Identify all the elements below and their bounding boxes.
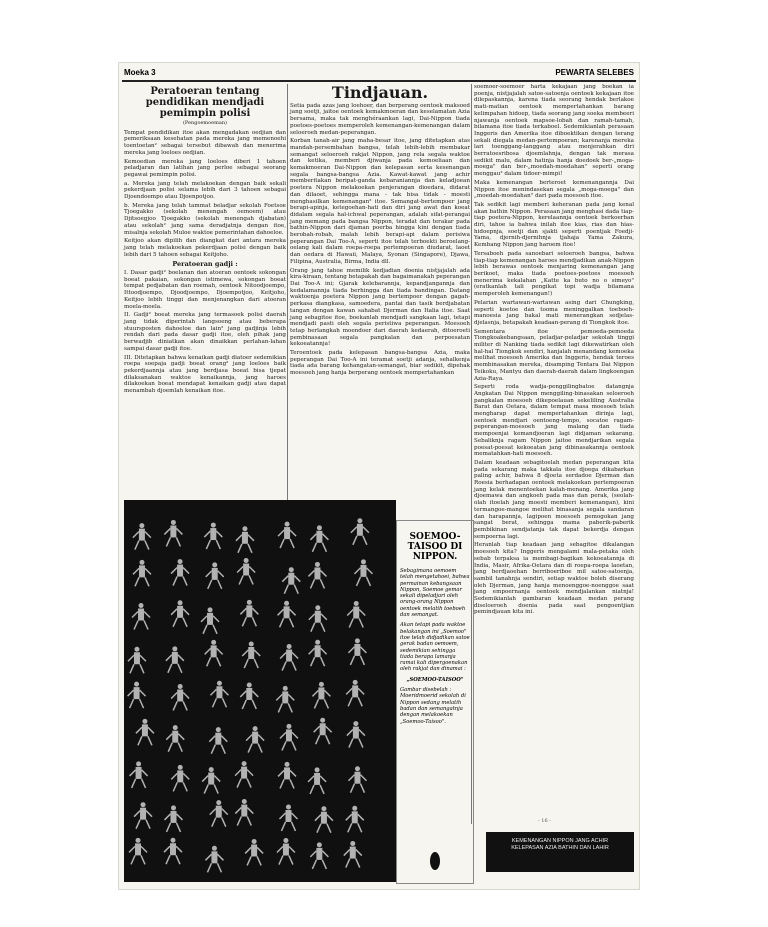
photo-figure <box>208 773 214 785</box>
photo-figure <box>316 531 322 543</box>
photo-figures <box>124 500 396 882</box>
section-heading: Peratoeran gadji : <box>172 260 238 269</box>
photo-figure <box>244 558 249 563</box>
photo-figure <box>283 844 289 856</box>
photo-figure <box>282 691 288 703</box>
paragraph: Setia pada azas jang loehoer, dan berperang oentoek maksoed jang soetji, jaitoe oentoek kemakmoeran dan keselamatan Azia bersama, maka tak menghéraankan lagi, Dai-Nippon tiada poetoes-poetoes memperoleh kemenangan-kemenangan dalam seloeroeh medan-peperangan. <box>290 102 470 136</box>
article-continuation <box>474 84 634 618</box>
photo-figure <box>211 523 216 528</box>
photo-figure <box>353 607 359 619</box>
page-number: Moeka 3 <box>124 68 156 77</box>
photo-figure <box>352 811 358 823</box>
paragraph: Seperti roda wadja-penggilingbatoe datangnja Angkatan Dai Nippon menggiling-binasakan seloeroeh pangkalan moesoeh dikepoelauan sekeliling Australia Barat dan Oetara, dalam tempat masa moesoeh telah mengharap dapat mempertahankan dirinja lagi, oentoek mendjari oentoeng-tempo, socatoe ragam-peperangan-moesoeh jang malang dan tiada mempoenjai kemandjoeran lagi didjaman sekarang. Sebaliknja ragam Nippon jaitoe mendjarikan segala poesat-poesat kekoeatan jang dibinasakannja oentoek mematahkan-hati moesoeh. <box>474 384 634 458</box>
photo-figure <box>177 565 183 577</box>
photo-figure <box>247 600 252 605</box>
photo-figure <box>316 848 322 860</box>
photo-figure <box>315 562 320 567</box>
photo-figure <box>352 806 357 811</box>
photo-figure <box>242 526 247 531</box>
photo-figure <box>241 805 247 817</box>
column-divider <box>287 84 288 514</box>
slogan-line: KELEPASAN AZIA BATHIN DAN LAHIR <box>511 845 609 851</box>
photo-caption-box <box>400 532 470 729</box>
photo-figure <box>284 606 290 618</box>
newspaper-name: PEWARTA SELEBES <box>555 68 634 77</box>
photo-figure <box>284 767 290 779</box>
photo-figure <box>289 567 294 572</box>
photo-figure <box>141 802 146 807</box>
photo-figure <box>211 851 217 863</box>
photo-figure <box>212 568 218 580</box>
photo-figure <box>354 601 359 606</box>
photo-figure <box>360 565 366 577</box>
photo-figure <box>139 560 144 565</box>
photo-figure <box>286 729 292 741</box>
paragraph: soemoer-soemoer harta kekajaan jang boekan ia poenja, nistjajalah satoe-satoenja oentoek kekajaan itoe dilepaskannja, karena tiada seorang hendak berlakoe mati-matian oentoek mempertahankan barang kelimpahan hidoep, tiada seorang jang soeka membeeri njawanja oentoek mapsoe-lobah dan ramah-tamah, bilamana itoe tiada terkaboel. Sedemikianlah perasaan Inggeris dan Amerika itoe diboektikan dengan terang sekali diegala medan-pertempoeran; karenanja mereka lari toenggang-langgang atau menjerahkan diri berratoesribosa djoemlahnja, dengan tak merasa sedikit malu, dalam hatinja hanja doedoek ber-„moga-moega" dan ber-„moedah-moedahan" seperti orang menggau² dalam tidoer-mimpi! <box>474 84 634 178</box>
photo-figure <box>216 686 222 698</box>
photo-figure <box>134 682 139 687</box>
photo-figure <box>350 847 356 859</box>
photo-figure <box>352 685 358 697</box>
photo-figure <box>177 689 183 701</box>
article-subtitle: (Pengoemoeman) <box>182 120 228 126</box>
photo-figure <box>285 762 290 767</box>
paragraph: Tersaboeh pada sanoebari seloeroeh bangsa, bahwa tiap-tiap kemenangan haroes mendjadikan anak-Nippon lebih berawas oentoek menjaring kemenangan jang berikoet, maka tiada poetoes-poetoes moesoeh menerima kekalahan „Katte ka buto no o simeyo" (eratkanlah tali pengikat topi wadja bilamana memperoleh kemenangan!) <box>474 250 634 298</box>
photo-figure <box>216 806 222 818</box>
photo-figure <box>208 607 213 612</box>
article-tindjauan <box>290 84 470 379</box>
paragraph: Teroentoek pada kelepasan bangsa-bangsa Azia, maka peperangan Dai Too-A ini teramat soetji adanja, sehalkenja tiada ada barang kehangatan-semangat, biar sedikit, dipehak moesoeh jang hanja berperang oentoek mempertahankan <box>290 350 470 377</box>
photo-figure <box>134 687 140 699</box>
list-item: b. Mereka jang telah tammat beladjar sekolah Foetsoe Tjoegakko (sekolah menengah oemoem) atau Djitsoegjoo Tjoegakko (sekolah menengah djabatan) atau sekolah² jang sama deradjatnja dengan itoe, misalnja sekolah Muloe waktoe pemerintahan dahoeloe. <box>124 202 286 236</box>
photo-figure <box>320 723 326 735</box>
photo-figure <box>139 565 145 577</box>
list-item: a. Mereka jang telah melakoekan dengan baik sekali pekerdjaan polisi selama lebih dari 3 tahoen sebagai Djoendoempo atau Djoenpotjoo. <box>124 180 286 201</box>
photo-figure <box>249 642 254 647</box>
caption-paragraph: Gambar disebelah : Moeridmoerid sekolah di Nippon sedang melatih badan dan semangatnja dengan melakoekan „Soemoo-Taisoo". <box>400 687 466 725</box>
photo-figure <box>170 843 176 855</box>
photo-figure <box>355 638 360 643</box>
list-item: II. Gadji² boeat mereka jang termasoek polisi daerah jang tidak diperintah langsoeng atau beberapa stuursposten dahoeloe dan lain² jang gadjinja lebih rendah dari pada dasar gadji itoe, oleh pihak jang berwadjib diniatkan akan dinaikkan perlahan-lahan sampai dasar gadji itoe. <box>124 312 286 352</box>
photo-figure <box>357 524 363 536</box>
photo-figure <box>284 527 290 539</box>
photo-figure <box>242 799 247 804</box>
photo-figure <box>177 770 183 782</box>
photo-figure <box>319 682 324 687</box>
paragraph: Dalam keadaan sebagitoelah medan peperangan kita pada sekarang maka takkala itoe djoega dikabarkan paling achir, bahwa 8 djoeta serdadoe Djerman dan Roesia berhadapan oentoek melakoekan pertempoeran jang kelak menentoekan kalah-menang. Amerika jang djoemawa dan angkoeh pada mas dan perak, (seolah-olah itoelah jang moesti memberi kemenangan), kini termangoe-mangoe melihat binasanja segala sandaran dan harapannja, lagipoen moesoeh pemogokan jang sangat berat, sehingga mama paberik-paberik pembikinan sendjatanja tak dapat bekerdja dengan sempoerna lagi. <box>474 459 634 540</box>
photo-figure <box>243 564 249 576</box>
photo-figure <box>315 767 320 772</box>
photo-figure <box>353 727 359 739</box>
photo-figure <box>209 767 214 772</box>
sumo-exercise-photo <box>124 500 396 882</box>
photo-figure <box>178 684 183 689</box>
photo-figure <box>246 688 252 700</box>
photo-figure <box>248 647 254 659</box>
article-title: Tindjauan. <box>331 83 429 102</box>
photo-figure <box>287 644 292 649</box>
photo-figure <box>212 846 217 851</box>
photo-figure <box>134 647 139 652</box>
photo-figure <box>134 652 140 664</box>
photo-figure <box>136 761 141 766</box>
photo-figure <box>135 843 141 855</box>
caption-paragraph: Sebagimana oemoem telah mengetahoei, bahwa permainan kebangsaan Nippon, Soemoe gemar sekali dipeladjari oleh orang-orang Nippon oentoek melatih toeboeh dan semangat. <box>400 568 470 619</box>
paragraph: Tak sedikit lagi memberi keheranan pada jang kenal akan bathin Nippon. Perasaan jang menghasi dada tiap-tiap poetera-Nippon, kerelaannja oentoek berkoerban diri, tahoe ia bahwa inilah itoe kias, rias dan hias-hidoepnja, soetji dan sjakti seperti poentjak Foedji-Yama, djernih-djernihnja tjahaja Yama Zakura, Kembang Nippon jang haroem itoe! <box>474 201 634 249</box>
photo-figure <box>354 644 360 656</box>
photo-figure <box>318 687 324 699</box>
photo-figure <box>353 680 358 685</box>
photo-figure <box>286 724 291 729</box>
photo-figure <box>172 646 177 651</box>
photo-figure <box>170 525 176 537</box>
photo-figure <box>139 529 145 541</box>
photo-figure <box>173 725 178 730</box>
photo-figure <box>253 726 258 731</box>
photo-figure <box>284 601 289 606</box>
photo-figure <box>139 603 144 608</box>
photo-figure <box>286 804 291 809</box>
photo-figure <box>170 838 175 843</box>
paragraph: Keitjoo akan dipilih dan diangkat dari antara mereka jang telah melakoekan pekerdjaan polisi dengan baik lebih dari 5 tahoen sebagai Keitjoho. <box>124 238 286 258</box>
photo-figure <box>353 721 358 726</box>
photo-figure <box>142 724 148 736</box>
photo-figure <box>246 605 252 617</box>
newspaper-page <box>118 62 640 890</box>
paragraph: Korban tanah-air jang maha-besar itoe, jang ditetapkan atas mandah-persembahan bangsa, telah lebih-lebih membakar semangat seloeroeh rakjat Nippon, jang rela segala waktoe dan ketika, memberi djiwanja pada kemoeliaan dan kemakmoeran Dai-Nippon dan kelepasan serta kesenangan segala bangsa-bangsa Azia. Kawat-kawat jang achir memberitakan beripat-ganda kebaraniannja dan keladjoean poetera Nippon melakoekan penjerangan dioedara, didarat dan dilaoet, sehingga mana - tak bisa tidak - moesti menghasilkan kemenangan² itoe. Semangat-bertempoer jang berapi-apinja, ketegoehan-hati dan diri jang awat dan koeat didalam segala hal-ichwal peperangan, adalah sifat-perangai jang memang pada bangsa Nippon, teradat dan terakar pada bathin-Nippon dari djaman poerba hingga kini dengan tiada berobah-robah, malah lebih berapi-api dalam perisiwa peperangan Dai Too-A, seperti itoe telah terboekti beroelang-oelang kali dalam roepa-roepa pertempoeran diudarat, laoet dan oedara di Hawaii, Malaya, Syonan (Singapore), Djawa, Filipina, Australia, Birma, India dll. <box>290 138 470 265</box>
photo-figure <box>212 562 217 567</box>
photo-figure <box>317 842 322 847</box>
photo-figure <box>252 839 257 844</box>
header-rule <box>122 80 636 82</box>
photo-figure <box>247 682 252 687</box>
photo-figure <box>320 718 325 723</box>
photo-figure <box>178 765 183 770</box>
photo-figure <box>355 766 360 771</box>
photo-figure <box>357 518 362 523</box>
photo-figure <box>217 681 222 686</box>
photo-figure <box>252 732 258 744</box>
photo-figure <box>211 645 217 657</box>
caption-paragraph: Akan tetapi pada waktoe belakangan ini „Soemoo" itoe telah didjadikan satoe gerak badan oemoem, sedemikian sehingga tiada berapa lamanja ramai kali dipergoenakan oleh rakjat dan dinamai : <box>400 622 470 673</box>
photo-figure <box>283 686 288 691</box>
photo-figure <box>241 767 247 779</box>
photo-figure <box>172 731 178 743</box>
photo-figure <box>139 523 144 528</box>
photo-figure <box>242 761 247 766</box>
photo-figure <box>315 605 320 610</box>
photo-figure <box>178 600 183 605</box>
photo-figure <box>171 520 176 525</box>
paragraph: Kemoedian mereka jang loeloes diberi 1 tahoen peladjaran dan latihan jang perloe sebagai seorang pegawai pemimpin polisi. <box>124 158 286 178</box>
photo-figure <box>321 812 327 824</box>
photo-figure <box>177 606 183 618</box>
photo-figure <box>142 719 147 724</box>
caption-title: SOEMOO-TAISOO DI NIPPON. <box>407 532 463 562</box>
photo-figure <box>140 808 146 820</box>
list-item: I. Dasar gadji² boelanan dan atoeran oentoek sokongan boeat pakaian, sokongan istimewa, sokongan boeat tempat pedjabatan dan roemah, oentoek Nitoodjoempo, Ittoodjoempo, Djoodjoempo, Djoempotjoo, Keitjoho, Keitjoo lebih tinggi dan menjenangkan dari atoeran moela-moela. <box>124 270 286 310</box>
page-footer-mark: - 16 - <box>538 818 551 824</box>
photo-figure <box>216 800 221 805</box>
ornament-dot <box>430 852 440 870</box>
photo-figure <box>315 640 320 645</box>
paragraph: Sementara itoe pemoeda-pemoeda Tiongkoakebangsaan, peladjar-peladjar sekolah tinggi militer di Nanking tiada sedikit lagi dikewatirkan oleh hal-hal Tiongkok sendiri, hanjalah menandang kemoeka melihat moesoeh Amerika dan Inggeris, hendak teroes membinasakan mereka, disamping Tentara Dai Nippon Teikoku, Mantyu dan daerah-daerah dalam lingkoengan Azia-Raya. <box>474 328 634 382</box>
photo-figure <box>317 525 322 530</box>
photo-figure <box>286 650 292 662</box>
photo-figure <box>211 640 216 645</box>
photo-figure <box>138 609 144 621</box>
photo-figure <box>215 733 221 745</box>
paragraph: Maka kemenangan berteroet kemenangannja Dai Nippon itoe menindasekan segala „moga-moega" dan „moedah-moedahan" dari pada moesoeh itoe. <box>474 179 634 200</box>
article-pendidikan <box>124 84 286 397</box>
photo-figure <box>285 810 291 822</box>
photo-figure <box>242 532 248 544</box>
photo-figure <box>285 522 290 527</box>
photo-figure <box>288 573 294 585</box>
photo-figure <box>283 838 288 843</box>
photo-figure <box>354 772 360 784</box>
photo-figure <box>172 652 178 664</box>
photo-figure <box>136 767 142 779</box>
paragraph: Tempat pendidikan itoe akan mengadakan oedjian dan pemeriksaan kesehatan pada mereka jang memenoehi toentoetan² sebagai tersebut dibawah dan menerima mereka jang loeloes oedjian. <box>124 129 286 156</box>
paragraph: Heranlah tiap keadaan jang sebagitoe dikalangan moesoeh kita? Inggeris mengalami mala-petaka oleh sebab terpaksa ia membagi-bagikan kekoeatannja di India, Masir, Afrika-Oetara dan di roepa-roepa laoetan, jang berdjaoehan berriboeriboe mil satoe-satoenja, sambil tanahnja sendiri, setiap waktoe boleh diserang oleh Djerman, jang hanja menoenggoe-noenggoe saat jang empoernanja oentoek mendjalankan niatnja! Sedemikianlah gambaran keadaan medan perang diseloeroeh doenia pada saat pengoentjian pemindjauan kita ini. <box>474 542 634 616</box>
article-title: Peratoeran tentang pendidikan mendjadi pemimpin polisi <box>145 86 265 119</box>
photo-figure <box>178 559 183 564</box>
photo-figure <box>216 727 221 732</box>
photo-figure <box>315 645 321 657</box>
photo-figure <box>171 805 176 810</box>
photo-figure <box>210 528 216 540</box>
page-header <box>124 68 634 80</box>
photo-figure <box>207 613 213 625</box>
photo-figure <box>321 806 326 811</box>
slogan-banner <box>486 832 634 872</box>
photo-figure <box>361 559 366 564</box>
photo-figure <box>350 841 355 846</box>
caption-paragraph: „SOEMOO-TAISOO" <box>406 676 464 683</box>
paragraph: Orang jang tahoe memilik kedjadian doenia nistjajalah ada kira-kiraan, tentang betapakah dan bagaimanakah peperangan Dai Too-A ini; Gjarak kelebarannja, kepandjangannja dan kedalamannja tiada berhingga dan tiada bandingan. Datang waktoenja poetera Nippon jang bertempoer dengan gagah-perkasa diangkasa, samoedera, pantai dan tasik berdjabatan tangan dengan kawan sahabat Djerman dan Italia itoe. Saat jang sebagitoe itoe, boekanlah mendjadi sangkaan lagi, tetapi mendjadi pasti oleh segala peristiwa peperangan. Moesoeh tetap berlangkah moendoer dari daerah kedaerah, ditoeroeti pembinasaan segala pangkalan dan perpoesatan kekoeatannja! <box>290 267 470 348</box>
photo-figure <box>171 811 177 823</box>
photo-figure <box>315 611 321 623</box>
photo-figure <box>314 773 320 785</box>
paragraph: Pelarian wartawan-wartawan asing dari Chungking, seperti koetoe dan tooma meninggalkan toeboeh-manoesia jang bakal mati menerangkan sedjelas-djelasnja, betapakah keadaan-perang di Tiongkok itoe. <box>474 299 634 326</box>
photo-figure <box>136 838 141 843</box>
photo-figure <box>251 844 257 856</box>
slogan-line: KEMENANGAN NIPPON JANG ACHIR <box>511 838 609 844</box>
photo-figure <box>314 567 320 579</box>
list-item: III. Ditetapkan bahwa kenaikan gadji diatoer sedemikian roepa soepaja gadji boeat orang² jang loeloes baik pekerdjaannja atau jang berdjasa boeat bisa tjepat dilaksanakan waktoe kenaikannja, jang haroes dilakoekan boeat mendapat kenaikan gadji atau dapat menambah djoemlah kenaikan itoe. <box>124 354 286 395</box>
